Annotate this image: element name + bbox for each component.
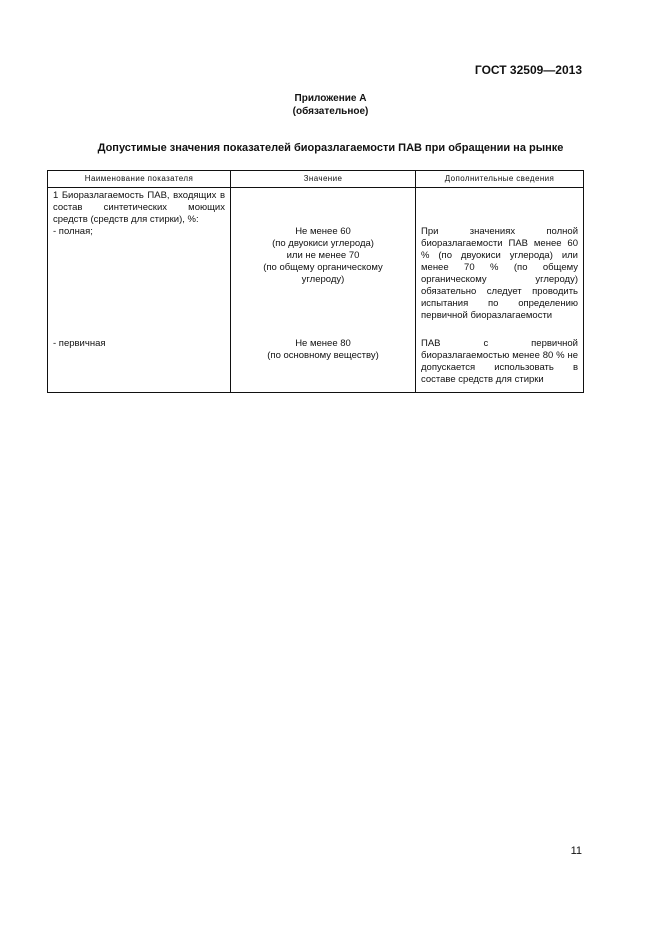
indicator-name-line: 1 Биоразлагаемость ПАВ, входящих в состав синтетических моющих средств (средств для стирки), %: (53, 190, 225, 225)
page-number: 11 (570, 845, 582, 857)
appendix-title: Приложение А (294, 93, 367, 104)
standard-code: ГОСТ 32509—2013 (474, 63, 582, 77)
value-line: (по двуокиси углерода) (272, 238, 374, 249)
indicator-name-line: - первичная (53, 338, 106, 349)
value-line: (по основному веществу) (267, 350, 379, 361)
table-row (48, 188, 584, 325)
column-header-info: Дополнительные сведения (416, 171, 584, 188)
additional-info-text: ПАВ с первичной биоразлагаемостью менее 80 % не допускается использовать в составе средств для стирки (421, 338, 578, 385)
value-line: (по общему органическому (263, 262, 383, 273)
value-line: углероду) (301, 274, 345, 285)
value-line: или не менее 70 (286, 250, 360, 261)
column-header-name: Наименование показателя (48, 171, 231, 188)
cell-indicator-name (48, 324, 231, 393)
cell-indicator-name (48, 188, 231, 325)
value-line: Не менее 60 (295, 226, 351, 237)
appendix-subtitle: (обязательное) (292, 106, 369, 117)
column-header-value: Значение (231, 171, 416, 188)
cell-additional-info (416, 188, 584, 325)
indicator-name-line: - полная; (53, 226, 93, 237)
cell-value (231, 188, 416, 325)
table-title: Допустимые значения показателей биоразлагаемости ПАВ при обращении на рынке (97, 142, 564, 154)
cell-additional-info (416, 324, 584, 393)
appendix-heading (0, 92, 661, 118)
value-line: Не менее 80 (295, 338, 351, 349)
table-header-row (48, 171, 584, 188)
biodegradability-table (47, 170, 584, 393)
table-row (48, 324, 584, 393)
cell-value (231, 324, 416, 393)
additional-info-text: При значениях полной биоразлагаемости ПАВ менее 60 % (по двуокиси углерода) или менее 70 % (по общему органическому углероду) обязательно следует проводить испытания по определению первичной биоразлагаемости (421, 226, 578, 321)
